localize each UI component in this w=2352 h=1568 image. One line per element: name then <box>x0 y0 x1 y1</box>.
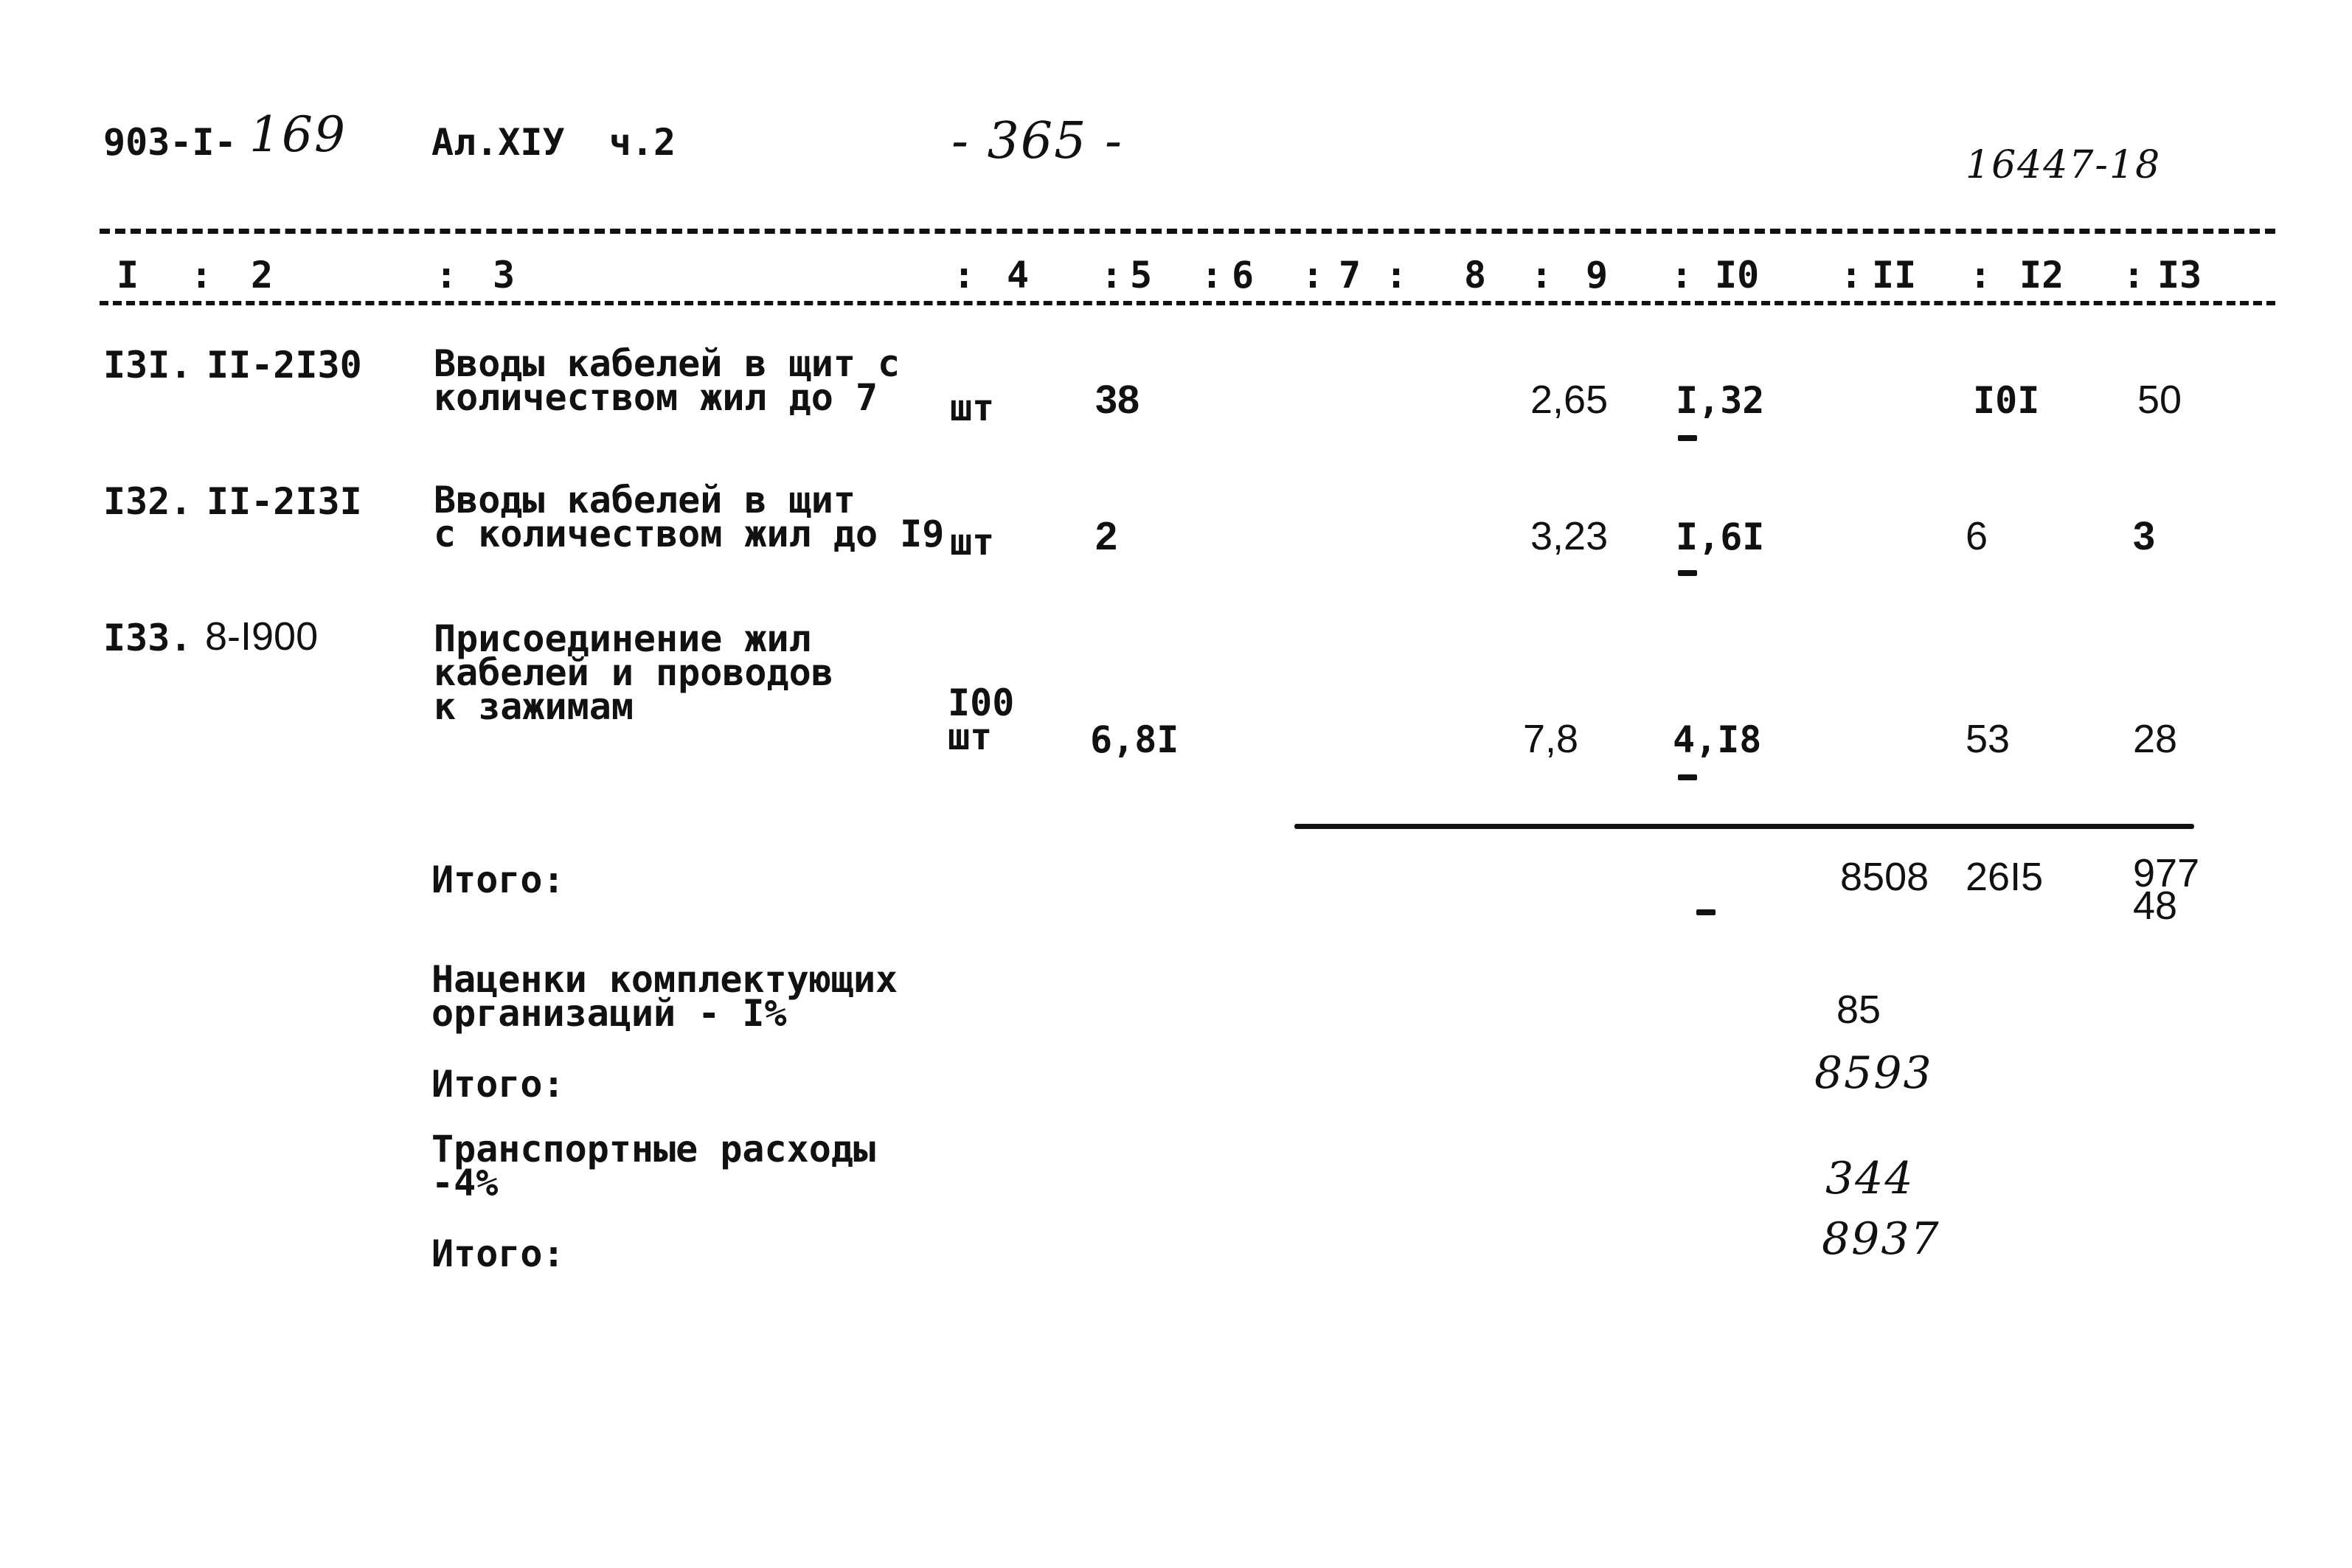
row-col13: 50 <box>2137 378 2182 422</box>
transport-value: 344 <box>1825 1153 1915 1204</box>
column-separator: : <box>1201 254 1224 296</box>
column-separator: : <box>1302 254 1325 296</box>
row-unit: шт <box>950 521 995 563</box>
dash-mark <box>1678 570 1697 576</box>
column-separator: : <box>1385 254 1408 296</box>
column-header: 7 <box>1339 254 1361 296</box>
row-col12: I0I <box>1973 379 2040 422</box>
row-col13: 3 <box>2133 514 2156 558</box>
document-code-handwritten: 169 <box>249 106 347 163</box>
column-header: 6 <box>1232 254 1255 296</box>
column-header: 9 <box>1586 254 1609 296</box>
header-top-rule <box>100 229 2275 234</box>
row-col13: 28 <box>2133 717 2178 761</box>
header-bottom-rule <box>100 301 2275 305</box>
row-col12: 6 <box>1966 514 1988 558</box>
page-number: - 365 - <box>951 112 1123 170</box>
column-separator: : <box>1530 254 1553 296</box>
row-code: II-2I3I <box>207 480 362 523</box>
grand-total-label: Итого: <box>431 1232 565 1275</box>
column-header: I2 <box>2019 254 2064 296</box>
row-number: I32. <box>103 480 192 523</box>
row-description: Присоединение жил кабелей и проводов к зажимам <box>434 617 833 728</box>
row-code: 8-I900 <box>205 614 319 659</box>
row-number: I33. <box>103 617 192 659</box>
dash-mark <box>1678 435 1697 441</box>
document-code: 903-I- <box>103 121 237 164</box>
row-description: Вводы кабелей в щит с количеством жил до I9 <box>434 479 945 555</box>
markup-value: 85 <box>1836 988 1881 1032</box>
markup-label: Наценки комплектующих организаций - I% <box>431 958 898 1035</box>
dash-mark <box>1678 774 1697 780</box>
grand-total-value: 8937 <box>1822 1213 1940 1265</box>
column-separator: : <box>190 254 213 296</box>
subtotal-value: 8593 <box>1814 1047 1933 1099</box>
column-header: I3 <box>2157 254 2202 296</box>
column-header: 8 <box>1464 254 1487 296</box>
total-col11: 8508 <box>1840 855 1929 899</box>
column-header: I0 <box>1715 254 1760 296</box>
row-quantity: 6,8I <box>1090 718 1179 761</box>
column-separator: : <box>953 254 976 296</box>
row-description: Вводы кабелей в щит с количеством жил до 7 <box>434 342 901 419</box>
row-quantity: 38 <box>1095 378 1140 422</box>
subtotal-label: Итого: <box>431 1063 565 1106</box>
column-header: 2 <box>251 254 274 296</box>
column-separator: : <box>1100 254 1123 296</box>
column-separator: : <box>1969 254 1992 296</box>
column-separator: : <box>1840 254 1863 296</box>
column-separator: : <box>1671 254 1693 296</box>
transport-label: Транспортные расходы -4% <box>431 1128 876 1204</box>
column-separator: : <box>2123 254 2145 296</box>
row-col9: 3,23 <box>1530 514 1609 558</box>
column-separator: : <box>435 254 458 296</box>
row-unit: I00 шт <box>948 681 1015 758</box>
row-col9: 7,8 <box>1523 717 1579 761</box>
row-col10: I,6I <box>1676 516 1765 558</box>
row-code: II-2I30 <box>207 344 362 386</box>
column-header: I <box>117 254 139 296</box>
column-header: 5 <box>1130 254 1153 296</box>
total-col13: 977 48 <box>2133 851 2200 929</box>
row-number: I3I. <box>103 344 192 386</box>
column-header: II <box>1872 254 1917 296</box>
row-col12: 53 <box>1966 717 2011 761</box>
row-col10: 4,I8 <box>1673 718 1762 761</box>
album-reference: Ал.XIУ ч.2 <box>431 121 676 164</box>
total-col12: 26I5 <box>1966 855 2044 899</box>
dash-mark <box>1696 909 1716 915</box>
archive-number: 16447-18 <box>1966 143 2162 187</box>
sum-rule <box>1294 824 2194 829</box>
row-quantity: 2 <box>1095 514 1118 558</box>
row-col10: I,32 <box>1676 379 1765 422</box>
row-unit: шт <box>950 386 995 429</box>
column-header: 4 <box>1007 254 1030 296</box>
total-label: Итого: <box>431 858 565 901</box>
column-header: 3 <box>493 254 516 296</box>
row-col9: 2,65 <box>1530 378 1609 422</box>
